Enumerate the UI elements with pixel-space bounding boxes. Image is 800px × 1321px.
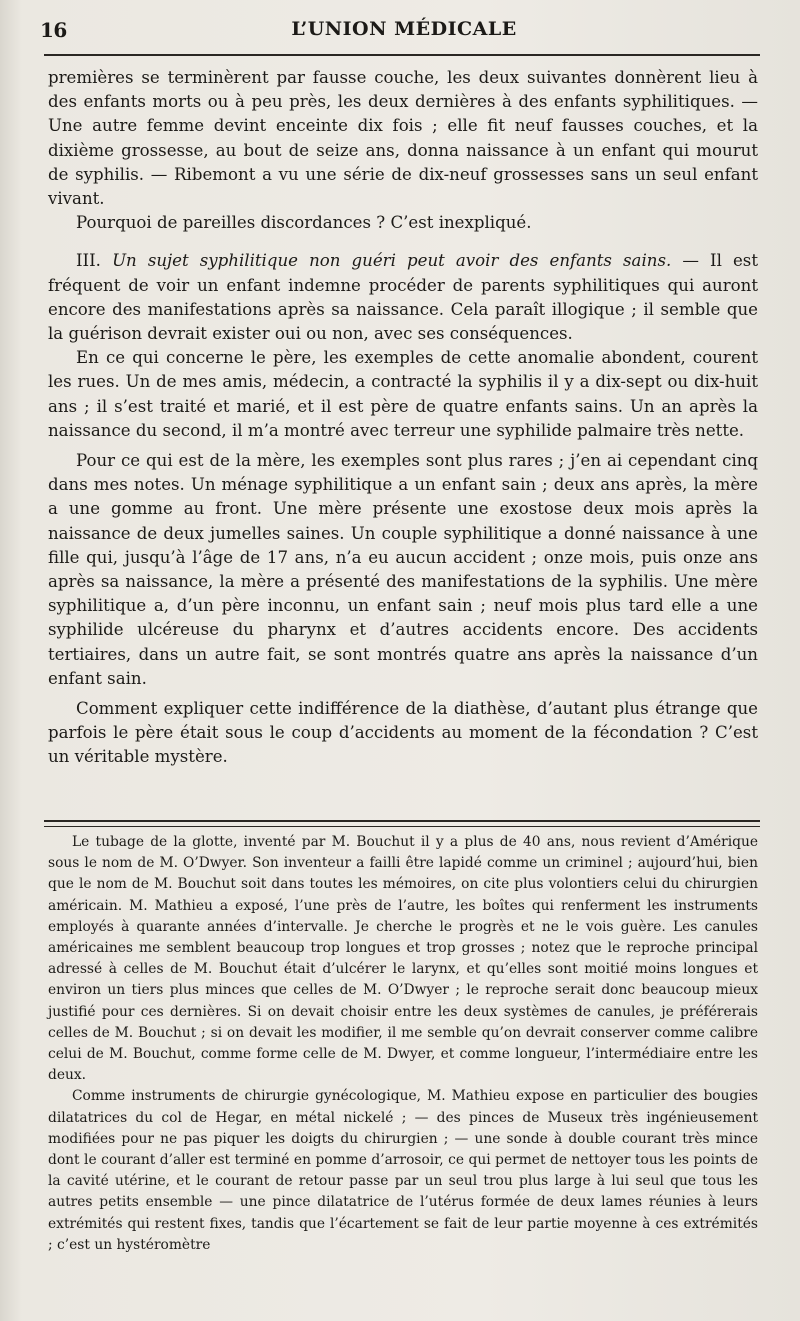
running-head: L’UNION MÉDICALE (291, 18, 517, 40)
section-number: III. (76, 251, 101, 271)
section-text: — Il est fréquent de voir un enfant indemne procéder de parents syphilitiques qui auront encore des manifestations après sa naissance. Cela paraît illogique ; il semble que la guérison devrait exister oui ou non, avec ses conséquences. (48, 251, 758, 344)
paragraph-mother: Pour ce qui est de la mère, les exemples sont plus rares ; j’en ai cependant cinq dans mes notes. Un ménage syphilitique a un enfant sain ; deux ans après, la mère a une gomme au front. Une mère présente une exostose deux mois après la naissance de deux jumelles saines. Un couple syphilitique a donné naissance à une fille qui, jusqu’à l’âge de 17 ans, n’a eu aucun accident ; onze mois, puis onze ans après sa naissance, la mère a présenté des manifestations de la syphilis. Une mère syphilitique a, d’un père inconnu, un enfant sain ; neuf mois plus tard elle a une syphilide ulcéreuse du pharynx et d’autres accidents encore. Des accidents tertiaires, dans un autre fait, se sont montrés quatre ans après la naissance d’un enfant sain. (48, 451, 758, 688)
feuilleton-text (48, 832, 758, 1256)
paragraph-father: En ce qui concerne le père, les exemples de cette anomalie abondent, courent les rues. Un de mes amis, médecin, a contracté la syphilis il y a dix-sept ou dix-huit ans ; il s’est traité et marié, et il est père de quatre enfants sains. Un an après la naissance du second, il m’a montré avec terreur une syphilide palmaire très nette. (48, 348, 758, 440)
main-text (48, 66, 758, 770)
section-divider (44, 820, 760, 827)
note-paragraph-tubage: Le tubage de la glotte, inventé par M. Bouchut il y a plus de 40 ans, nous revient d’Amérique sous le nom de M. O’Dwyer. Son inventeur a failli être lapidé comme un criminel ; aujourd’hui, bien que le nom de M. Bouchut soit dans toutes les mémoires, on cite plus volontiers celui du chirurgien américain. M. Mathieu a exposé, l’une près de l’autre, les boîtes qui renferment les instruments employés à quarante années d’intervalle. Je cherche le progrès et ne le vois guère. Les canules américaines me semblent beaucoup trop longues et trop grosses ; notez que le reproche principal adressé à celles de M. Bouchut était d’ulcérer le larynx, et qu’elles sont moitié moins longues et environ un tiers plus minces que celles de M. O’Dwyer ; le reproche serait donc beaucoup mieux justifié pour ces dernières. Si on devait choisir entre les deux systèmes de canules, je préférerais celles de M. Bouchut ; si on devait les modifier, il me semble qu’on devrait conserver comme calibre celui de M. Bouchut, comme forme celle de M. Dwyer, et comme longueur, l’intermédiaire entre les deux. (48, 834, 758, 1084)
paragraph-question: Pourquoi de pareilles discordances ? C’est inexpliqué. (76, 213, 532, 233)
page-number: 16 (40, 18, 67, 42)
note-paragraph-instruments: Comme instruments de chirurgie gynécologique, M. Mathieu expose en particulier des bougies dilatatrices du col de Hegar, en métal nickelé ; — des pinces de Museux très ingénieusement modifiées pour ne pas piquer les doigts du chirurgien ; — une sonde à double courant très mince dont le courant d’aller est terminé en pomme d’arrosoir, ce qui permet de nettoyer tous les points de la cavité utérine, et le courant de retour passe par un seul trou plus large à lui seul que tous les autres petits ensemble — une pince dilatatrice de l’utérus formée de deux lames réunies à leurs extrémités qui restent fixes, tandis que l’écartement se fait de leur partie moyenne à ces extrémités ; c’est un hystéromètre (48, 1088, 758, 1253)
section-iii-paragraph (48, 249, 758, 346)
paragraph-continuation: premières se terminèrent par fausse couche, les deux suivantes donnèrent lieu à des enfants morts ou à peu près, les deux dernières à des enfants syphilitiques. — Une autre femme devint enceinte dix fois ; elle fit neuf fausses couches, et la dixième grossesse, au bout de seize ans, donna naissance à un enfant qui mourut de syphilis. — Ribemont a vu une série de dix-neuf grossesses sans un seul enfant vivant. (48, 68, 758, 209)
header-rule (44, 54, 760, 56)
section-title: Un sujet syphilitique non guéri peut avoir des enfants sains. (112, 251, 672, 271)
paragraph-conclusion: Comment expliquer cette indifférence de la diathèse, d’autant plus étrange que parfois le père était sous le coup d’accidents au moment de la fécondation ? C’est un véritable mystère. (48, 699, 758, 767)
page-header (40, 18, 768, 48)
